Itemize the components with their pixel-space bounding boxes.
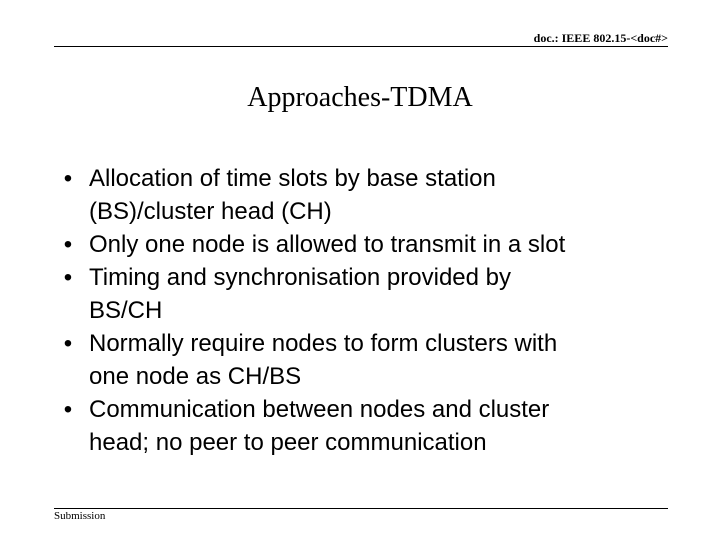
bullet-list — [58, 162, 678, 459]
bullet-item — [58, 162, 678, 228]
bullet-text-line: BS/CH — [89, 297, 163, 324]
bullet-item — [58, 327, 678, 393]
bullet-text-line: Allocation of time slots by base station — [89, 165, 496, 192]
bullet-text-line: Only one node is allowed to transmit in a slot — [89, 231, 566, 258]
bullet-icon: • — [63, 330, 73, 357]
bullet-text-line: Communication between nodes and cluster — [89, 396, 550, 423]
bullet-icon: • — [63, 396, 73, 423]
bullet-icon: • — [63, 264, 73, 291]
header-divider — [54, 46, 668, 47]
footer-divider — [54, 508, 668, 509]
bullet-text-line: (BS)/cluster head (CH) — [89, 198, 332, 225]
bullet-icon: • — [63, 231, 73, 258]
bullet-item — [58, 261, 678, 327]
bullet-text-line: head; no peer to peer communication — [89, 429, 487, 456]
slide-title: Approaches-TDMA — [247, 82, 473, 113]
bullet-item — [58, 393, 678, 459]
bullet-text-line: Normally require nodes to form clusters with — [89, 330, 558, 357]
footer-label: Submission — [54, 510, 106, 522]
bullet-item — [58, 228, 678, 261]
bullet-text-line: Timing and synchronisation provided by — [89, 264, 512, 291]
bullet-icon: • — [63, 165, 73, 192]
bullet-text-line: one node as CH/BS — [89, 363, 302, 390]
document-reference: doc.: IEEE 802.15-<doc#> — [533, 31, 668, 45]
